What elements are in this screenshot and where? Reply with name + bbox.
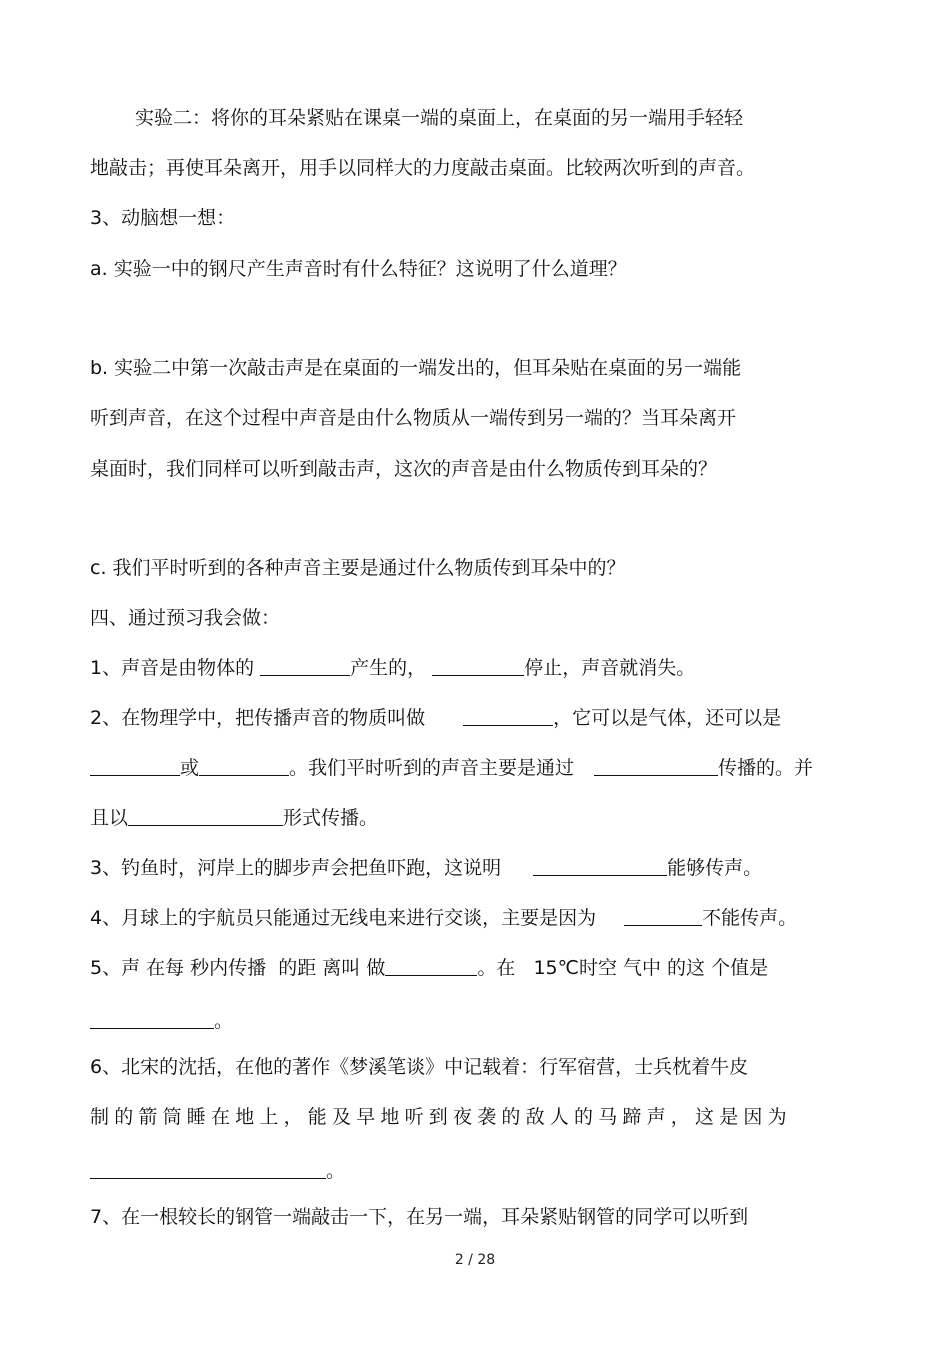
text-fragment: 1、声音是由物体的 — [90, 657, 261, 679]
fill-question-3 — [90, 855, 762, 881]
text-fragment: 产生的， — [350, 657, 433, 679]
fill-question-4 — [90, 905, 797, 931]
answer-blank[interactable] — [90, 1010, 214, 1029]
text-fragment: 4、月球上的宇航员只能通过无线电来进行交谈，主要是因为 — [90, 907, 597, 929]
answer-blank[interactable] — [385, 957, 477, 976]
answer-blank[interactable] — [128, 807, 283, 826]
question-c: c. 我们平时听到的各种声音主要是通过什么物质传到耳朵中的？ — [90, 557, 626, 579]
fill-question-2 — [90, 705, 781, 731]
text-fragment: 形式传播。 — [283, 807, 379, 829]
text-fragment: 且以 — [90, 807, 129, 829]
answer-blank[interactable] — [90, 1160, 326, 1179]
fill-question-5 — [90, 955, 768, 981]
fill-question-1 — [90, 655, 695, 681]
page-number: 2 / 28 — [454, 1252, 496, 1268]
fill-question-6: 6、北宋的沈括，在他的著作《梦溪笔谈》中记载着：行军宿营，士兵枕着牛皮 — [90, 1056, 749, 1078]
text-fragment: 或 — [180, 757, 200, 779]
answer-blank[interactable] — [533, 857, 667, 876]
text-fragment: 3、钓鱼时，河岸上的脚步声会把鱼吓跑，这说明 — [90, 857, 502, 879]
answer-blank[interactable] — [199, 757, 289, 776]
text-fragment: 。我们平时听到的声音主要是通过 — [289, 757, 575, 779]
text-line: 实验二：将你的耳朵紧贴在课桌一端的桌面上，在桌面的另一端用手轻轻 — [135, 107, 744, 129]
text-line — [90, 1008, 233, 1034]
text-line — [90, 1158, 345, 1184]
text-fragment: 。 — [326, 1160, 346, 1182]
text-fragment: 。 — [214, 1010, 234, 1032]
fill-question-7: 7、在一根较长的钢管一端敲击一下，在另一端，耳朵紧贴钢管的同学可以听到 — [90, 1206, 749, 1228]
text-fragment: 停止，声音就消失。 — [524, 657, 696, 679]
text-line: 制的箭筒睡在地上，能及早地听到夜袭的敌人的马蹄声，这是因为 — [90, 1106, 792, 1128]
answer-blank[interactable] — [432, 657, 524, 676]
text-line — [90, 805, 378, 831]
question-a: a. 实验一中的钢尺产生声音时有什么特征？这说明了什么道理？ — [90, 258, 627, 280]
text-fragment: 能够传声。 — [667, 857, 763, 879]
section-heading: 四、通过预习我会做： — [90, 607, 281, 629]
text-line: 地敲击；再使耳朵离开，用手以同样大的力度敲击桌面。比较两次听到的声音。 — [90, 157, 756, 179]
answer-blank[interactable] — [260, 657, 350, 676]
question-b: b. 实验二中第一次敲击声是在桌面的一端发出的，但耳朵贴在桌面的另一端能 — [90, 357, 742, 379]
section-heading: 3、动脑想一想： — [90, 207, 236, 229]
text-fragment: 5、声 在每 秒内传播 的距 离叫 做 — [90, 957, 386, 979]
answer-blank[interactable] — [90, 757, 180, 776]
text-fragment: 。在 15℃时空 气中 的这 个值是 — [477, 957, 769, 979]
text-fragment: 传播的。并 — [718, 757, 814, 779]
text-fragment: 不能传声。 — [702, 907, 798, 929]
answer-blank[interactable] — [594, 757, 718, 776]
answer-blank[interactable] — [463, 707, 553, 726]
text-line: 桌面时，我们同样可以听到敲击声，这次的声音是由什么物质传到耳朵的？ — [90, 458, 718, 480]
text-fragment: ，它可以是气体，还可以是 — [553, 707, 782, 729]
text-line — [90, 755, 813, 781]
text-fragment: 2、在物理学中，把传播声音的物质叫做 — [90, 707, 426, 729]
answer-blank[interactable] — [624, 907, 702, 926]
text-line: 听到声音，在这个过程中声音是由什么物质从一端传到另一端的？当耳朵离开 — [90, 407, 737, 429]
